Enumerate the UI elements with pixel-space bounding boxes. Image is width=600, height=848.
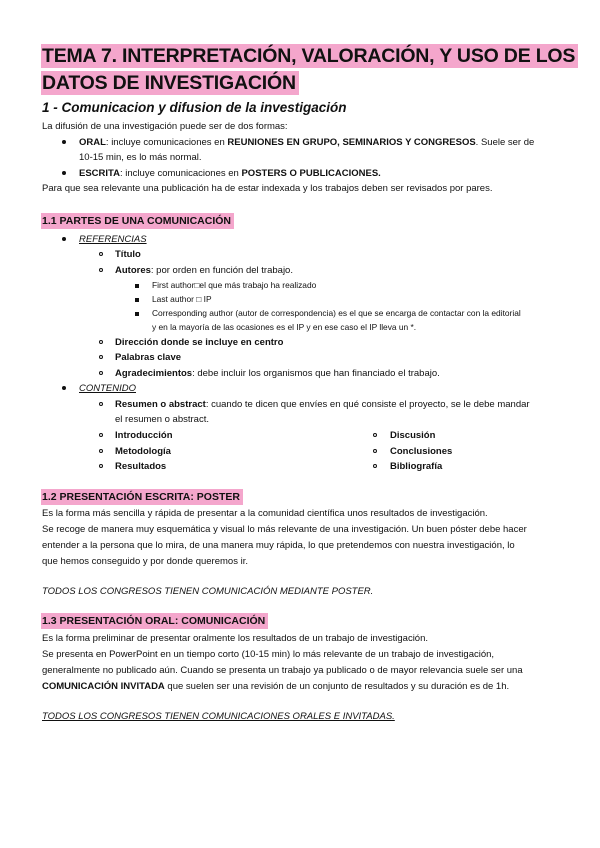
bullet-disc-icon bbox=[62, 171, 66, 175]
bullet-square-icon bbox=[135, 284, 139, 288]
page-title-line2: DATOS DE INVESTIGACIÓN bbox=[41, 71, 299, 95]
titulo-item: Título bbox=[115, 249, 141, 260]
bullet-titulo bbox=[99, 249, 103, 261]
palabras-item: Palabras clave bbox=[115, 352, 182, 363]
oral-line2: 10-15 min, es lo más normal. bbox=[79, 152, 202, 163]
bullet-resumen bbox=[99, 399, 103, 411]
contenido-item-metodologia: Metodología bbox=[115, 446, 171, 457]
oral-line1: ORAL: incluye comunicaciones en REUNIONES EN GRUPO, SEMINARIOS Y CONGRESOS. Suele ser de bbox=[79, 137, 535, 148]
direccion-item: Dirección donde se incluye en centro bbox=[115, 337, 284, 348]
bullet-disc-icon bbox=[62, 237, 66, 241]
contenido-item-bibliografia: Bibliografía bbox=[390, 461, 443, 472]
section13-note: TODOS LOS CONGRESOS TIENEN COMUNICACIONES ORALES E INVITADAS. bbox=[42, 711, 395, 722]
bullet-circle-icon bbox=[99, 449, 103, 453]
section12-p3: entender a la persona que lo mira, de una manera muy rápida, lo que pretendemos con nuestra investigación, lo bbox=[42, 540, 515, 551]
corresponding-line1: Corresponding author (autor de correspondencia) es el que se encarga de contactar con la editorial bbox=[152, 308, 521, 318]
first-author-item: First author□el que más trabajo ha realizado bbox=[152, 280, 317, 290]
bullet-circle-icon bbox=[99, 464, 103, 468]
bullet-circle-icon bbox=[373, 464, 377, 468]
bullet-referencias bbox=[62, 234, 66, 246]
bullet-disc-icon bbox=[62, 140, 66, 144]
bullet-square-icon bbox=[135, 298, 139, 302]
section12-p1: Es la forma más sencilla y rápida de presentar a la comunidad científica unos resultados de investigación. bbox=[42, 508, 488, 519]
bullet-circle-icon bbox=[373, 449, 377, 453]
bullet-last-author bbox=[135, 294, 139, 305]
section12-note: TODOS LOS CONGRESOS TIENEN COMUNICACIÓN MEDIANTE POSTER. bbox=[42, 586, 374, 597]
bullet-circle-icon bbox=[99, 433, 103, 437]
bullet-introduccion bbox=[99, 430, 103, 442]
contenido-item-resultados: Resultados bbox=[115, 461, 167, 472]
bullet-autores bbox=[99, 265, 103, 277]
section13-p1: Es la forma preliminar de presentar oralmente los resultados de un trabajo de investigación. bbox=[42, 633, 429, 644]
section1-closing: Para que sea relevante una publicación ha de estar indexada y los trabajos deben ser revisados por pares. bbox=[42, 183, 493, 194]
section12-p4: que hemos conseguido y por donde queremos ir. bbox=[42, 556, 248, 567]
contenido-item-discusion: Discusión bbox=[390, 430, 436, 441]
bullet-direccion bbox=[99, 337, 103, 349]
contenido-item-conclusiones: Conclusiones bbox=[390, 446, 453, 457]
bullet-circle-icon bbox=[99, 355, 103, 359]
page-title-line1: TEMA 7. INTERPRETACIÓN, VALORACIÓN, Y USO DE LOS bbox=[41, 44, 578, 68]
corresponding-line2: y en la mayoría de las ocasiones es el IP y en ese caso el IP lleva un *. bbox=[152, 322, 417, 332]
section12-heading: 1.2 PRESENTACIÓN ESCRITA: POSTER bbox=[41, 489, 243, 505]
resumen-line1: Resumen o abstract: cuando te dicen que envíes en qué consiste el proyecto, se le debe mandar bbox=[115, 399, 530, 410]
bullet-square-icon bbox=[135, 312, 139, 316]
section12-p2: Se recoge de manera muy esquemática y visual lo más relevante de una investigación. Un buen póster debe hacer bbox=[42, 524, 527, 535]
section13-heading: 1.3 PRESENTACIÓN ORAL: COMUNICACIÓN bbox=[41, 613, 268, 629]
bullet-circle-icon bbox=[99, 340, 103, 344]
bullet-corresponding bbox=[135, 308, 139, 319]
escrita-line: ESCRITA: incluye comunicaciones en POSTERS O PUBLICACIONES. bbox=[79, 168, 381, 179]
bullet-bibliografia bbox=[373, 461, 377, 473]
section13-p2: Se presenta en PowerPoint en un tiempo corto (10-15 min) lo más relevante de un trabajo de investigación, bbox=[42, 649, 495, 660]
bullet-metodologia bbox=[99, 446, 103, 458]
referencias-label: REFERENCIAS bbox=[79, 234, 147, 245]
bullet-contenido bbox=[62, 383, 66, 395]
last-author-item: Last author □ IP bbox=[152, 294, 212, 304]
bullet-conclusiones bbox=[373, 446, 377, 458]
autores-item: Autores: por orden en función del trabajo. bbox=[115, 265, 293, 276]
bullet-disc-icon bbox=[62, 386, 66, 390]
section1-heading: 1 - Comunicacion y difusion de la investigación bbox=[42, 100, 347, 115]
bullet-first-author bbox=[135, 280, 139, 291]
bullet-circle-icon bbox=[99, 268, 103, 272]
bullet-resultados bbox=[99, 461, 103, 473]
section13-p4: COMUNICACIÓN INVITADA que suelen ser una revisión de un conjunto de resultados y su duración es de 1h. bbox=[42, 681, 510, 692]
section1-intro: La difusión de una investigación puede ser de dos formas: bbox=[42, 121, 288, 132]
agradecimientos-item: Agradecimientos: debe incluir los organismos que han financiado el trabajo. bbox=[115, 368, 440, 379]
contenido-item-introduccion: Introducción bbox=[115, 430, 173, 441]
section11-heading: 1.1 PARTES DE UNA COMUNICACIÓN bbox=[41, 213, 234, 229]
section13-p3: generalmente no publicado aún. Cuando se presenta un trabajo ya publicado o de mayor relevancia suele ser una bbox=[42, 665, 523, 676]
bullet-palabras bbox=[99, 352, 103, 364]
bullet-circle-icon bbox=[99, 371, 103, 375]
bullet-circle-icon bbox=[373, 433, 377, 437]
bullet-circle-icon bbox=[99, 252, 103, 256]
bullet-circle-icon bbox=[99, 402, 103, 406]
bullet-oral bbox=[62, 137, 66, 149]
bullet-agradecimientos bbox=[99, 368, 103, 380]
bullet-discusion bbox=[373, 430, 377, 442]
resumen-line2: el resumen o abstract. bbox=[115, 414, 209, 425]
bullet-escrita bbox=[62, 168, 66, 180]
contenido-label: CONTENIDO bbox=[79, 383, 136, 394]
